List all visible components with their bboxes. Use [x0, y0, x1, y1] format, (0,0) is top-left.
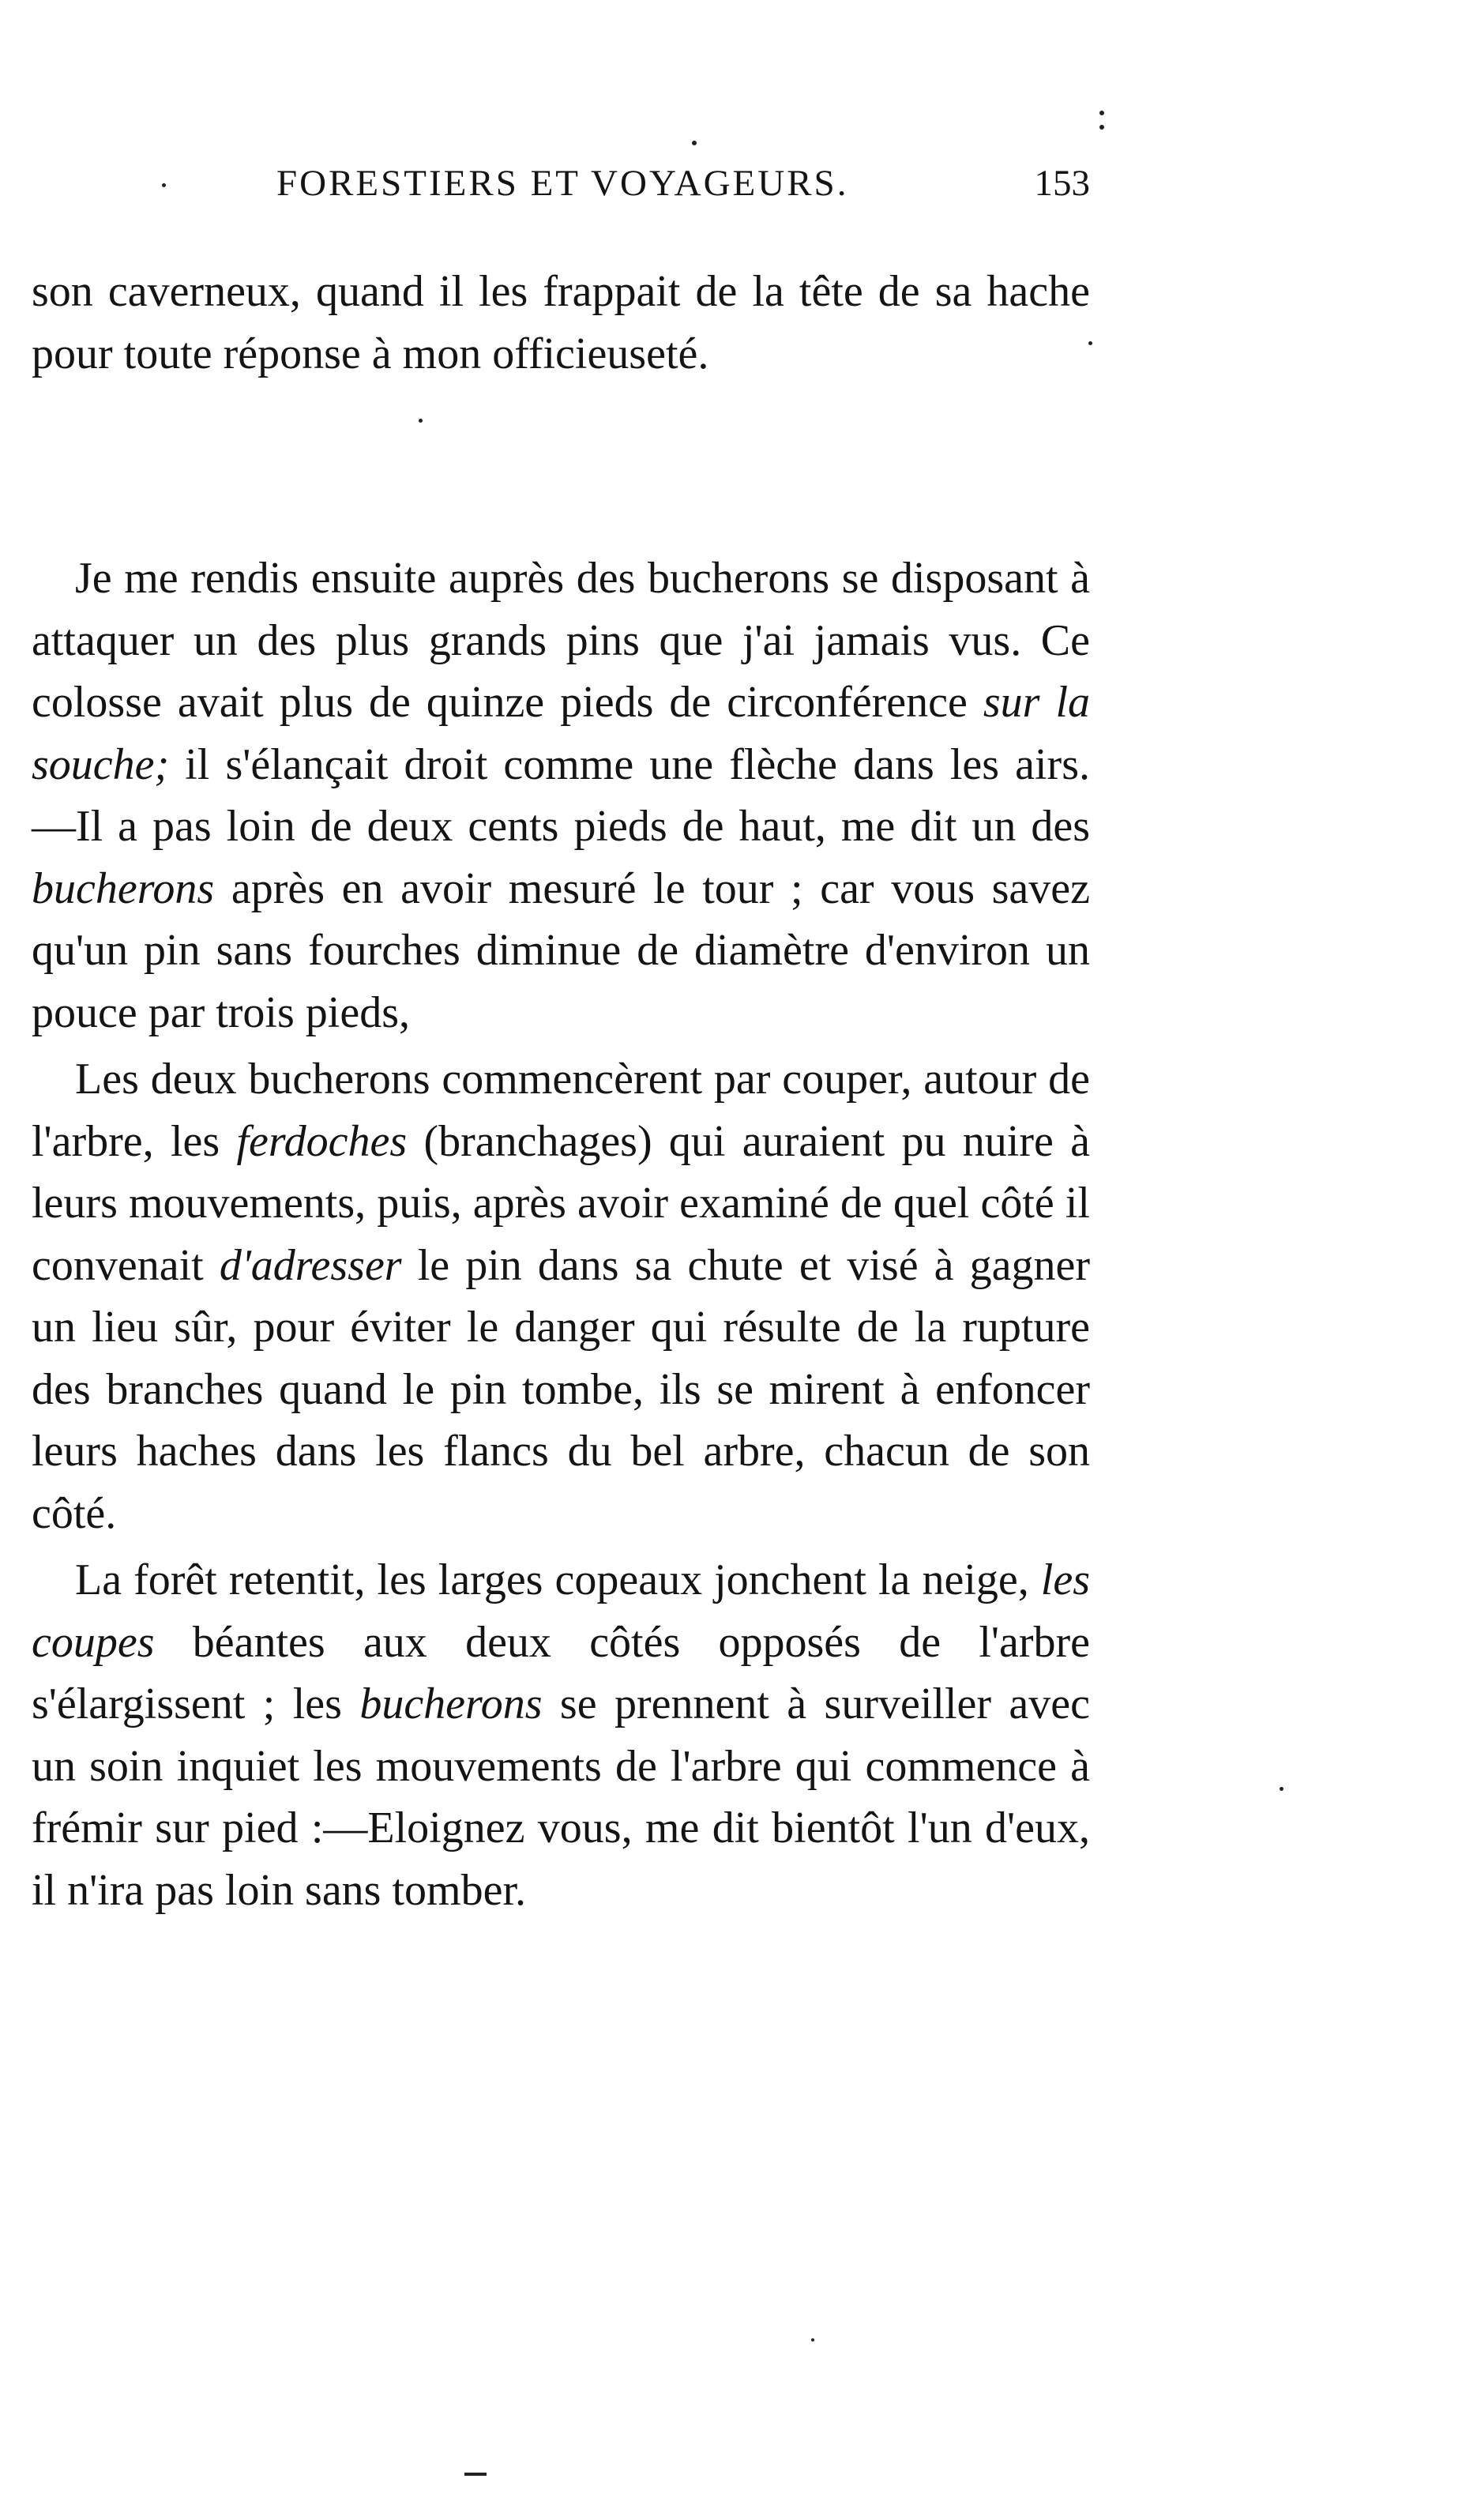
paragraph-1-text: après en avoir mesuré le tour ; car vous savez qu'un pin sans fourches diminue de diamètre d'environ un pouce par trois pieds,: [32, 863, 1090, 1037]
scan-speck: [1099, 111, 1104, 115]
scan-speck: [1280, 1787, 1283, 1791]
scan-speck: [1088, 341, 1092, 345]
paragraph-2-text: Les deux bucherons commencèrent par couper, autour de l'arbre, les: [32, 1055, 1090, 1166]
page-number: 153: [1034, 163, 1090, 204]
paragraph-1-italic-sur-la-souche: sur la souche;: [32, 678, 1091, 789]
paragraph-1-text: il s'élançait droit comme une flèche dans les airs.—Il a pas loin de deux cents pieds de haut, me dit un des: [32, 739, 1090, 851]
paragraph-1-text: Je me rendis ensuite auprès des bucherons se disposant à attaquer un des plus grands pins que j'ai jamais vus. Ce colosse avait plus de quinze pieds de circonférence: [32, 554, 1090, 727]
continuation-paragraph: son caverneux, quand il les frappait de la tête de sa hache pour toute réponse à mon officieuseté.: [32, 267, 1090, 378]
paragraph-3-text: La forêt retentit, les larges copeaux jonchent la neige,: [75, 1555, 1041, 1604]
scan-speck: [419, 419, 423, 423]
paragraph-3: [32, 1549, 1090, 1921]
running-title: FORESTIERS ET VOYAGEURS.: [276, 163, 849, 204]
bottom-mark: [464, 2473, 487, 2476]
scan-speck: [162, 183, 166, 187]
running-head: [32, 162, 1090, 209]
paragraph-1: [32, 547, 1090, 1044]
continuation-block: [32, 261, 1090, 385]
scan-speck: [811, 2338, 814, 2341]
paragraph-2-italic-ferdoches: ferdoches: [236, 1116, 408, 1166]
main-text: [32, 547, 1090, 1921]
paragraph-2: [32, 1048, 1090, 1544]
paragraph-3-text: se prennent à surveiller avec un soin inquiet les mouvements de l'arbre qui commence à frémir sur pied :—Eloignez vous, me dit bientôt l'un d'eux, il n'ira pas loin sans tomber.: [32, 1679, 1090, 1915]
paragraph-3-italic-bucherons: bucherons: [359, 1679, 543, 1728]
scan-speck: [692, 141, 697, 145]
scan-speck: [1099, 125, 1104, 130]
paragraph-2-text: le pin dans sa chute et visé à gagner un lieu sûr, pour éviter le danger qui résulte de la rupture des branches quand le pin tombe, ils se mirent à enfoncer leurs haches dans les flancs du bel arbre, chacun de son côté.: [32, 1240, 1091, 1538]
paragraph-1-italic-bucherons: bucherons: [32, 863, 215, 913]
paragraph-3-text: béantes aux deux côtés opposés de l'arbre s'élargissent ; les: [32, 1617, 1090, 1728]
paragraph-3-italic-les-coupes: les coupes: [32, 1555, 1090, 1667]
paragraph-2-text: (branchages) qui auraient pu nuire à leurs mouvements, puis, après avoir examiné de quel côté il convenait: [32, 1116, 1090, 1290]
paragraph-2-italic-dadresser: d'adresser: [219, 1240, 402, 1290]
